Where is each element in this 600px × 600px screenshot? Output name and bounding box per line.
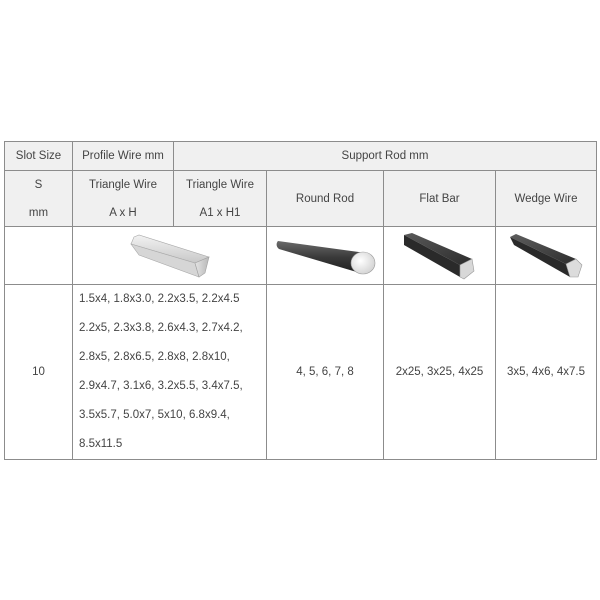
support-rod-header [174, 142, 597, 171]
flat-bar-image-cell [384, 227, 496, 285]
data-row [5, 285, 597, 460]
image-row [5, 227, 597, 285]
slot-size-unit: mm [28, 206, 49, 219]
triangle-wire-2-label: Triangle Wire [186, 178, 254, 191]
profile-wire-size-line: 1.5x4, 1.8x3.0, 2.2x3.5, 2.2x4.5 [79, 293, 240, 305]
wedge-wire-sizes-cell [496, 285, 597, 460]
triangle-wire-label: Triangle Wire [89, 178, 157, 191]
round-rod-illustration [272, 233, 378, 279]
profile-wire-header [73, 142, 174, 171]
triangle-wire-illustration [125, 233, 215, 279]
round-rod-label: Round Rod [295, 192, 355, 205]
slot-size-image-cell [5, 227, 73, 285]
round-rod-sizes-cell [267, 285, 384, 460]
triangle-wire-2-header [174, 171, 267, 227]
spec-table [4, 141, 597, 460]
profile-wire-size-line: 2.8x5, 2.8x6.5, 2.8x8, 2.8x10, [79, 351, 230, 363]
round-rod-sizes: 4, 5, 6, 7, 8 [296, 366, 354, 378]
round-rod-header [267, 171, 384, 227]
flat-bar-header [384, 171, 496, 227]
profile-wire-size-line: 2.2x5, 2.3x3.8, 2.6x4.3, 2.7x4.2, [79, 322, 243, 334]
wedge-wire-sizes: 3x5, 4x6, 4x7.5 [507, 366, 585, 378]
profile-wire-sizes-cell [73, 285, 267, 460]
support-rod-header-label: Support Rod mm [341, 150, 429, 162]
slot-size-value: 10 [32, 366, 45, 378]
triangle-wire-header [73, 171, 174, 227]
profile-wire-size-line: 2.9x4.7, 3.1x6, 3.2x5.5, 3.4x7.5, [79, 380, 243, 392]
wedge-wire-header [496, 171, 597, 227]
flat-bar-sizes-cell [384, 285, 496, 460]
wedge-wire-label: Wedge Wire [514, 192, 578, 205]
header-row-1 [5, 142, 597, 171]
profile-wire-header-label: Profile Wire mm [82, 150, 164, 162]
round-rod-image-cell [267, 227, 384, 285]
triangle-wire-2-dims: A1 x H1 [199, 206, 241, 219]
profile-wire-size-line: 3.5x5.7, 5.0x7, 5x10, 6.8x9.4, [79, 409, 230, 421]
flat-bar-illustration [400, 231, 480, 281]
profile-wire-size-line: 8.5x11.5 [79, 438, 123, 450]
triangle-wire-image-cell [73, 227, 267, 285]
header-row-2 [5, 171, 597, 227]
triangle-wire-dims: A x H [109, 206, 137, 219]
flat-bar-sizes: 2x25, 3x25, 4x25 [395, 366, 484, 378]
slot-size-header-label: Slot Size [15, 150, 62, 162]
slot-size-unit-cell [5, 171, 73, 227]
wedge-wire-image-cell [496, 227, 597, 285]
slot-size-value-cell [5, 285, 73, 460]
flat-bar-label: Flat Bar [419, 192, 460, 205]
slot-size-header [5, 142, 73, 171]
wedge-wire-illustration [506, 231, 586, 281]
slot-size-symbol: S [34, 178, 43, 191]
